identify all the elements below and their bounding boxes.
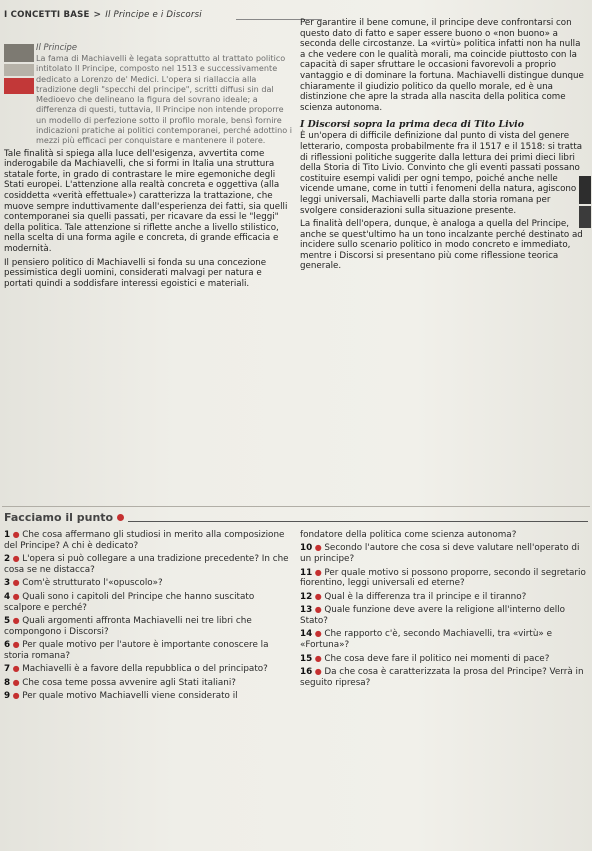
question-text: Che cosa deve fare il politico nei momenti di pace? xyxy=(324,653,550,664)
bullet-icon: ● xyxy=(10,578,23,588)
bullet-icon: ● xyxy=(312,543,325,553)
facciamo-header xyxy=(4,506,588,528)
questions-left xyxy=(4,530,292,705)
question-text: Che rapporto c'è, secondo Machiavelli, tra «virtù» e «Fortuna»? xyxy=(300,629,552,651)
question-number: 13 xyxy=(300,605,313,616)
question-text: Per quale motivo Machiavelli viene considerato il xyxy=(22,691,238,702)
question-item xyxy=(4,691,292,702)
question-number: 6 xyxy=(4,640,11,651)
question-item xyxy=(300,543,588,565)
question-item xyxy=(4,678,292,689)
question-item xyxy=(4,530,292,552)
question-text: Quali argomenti affronta Machiavelli nei tre libri che compongono i Discorsi? xyxy=(4,615,252,637)
question-text: Che cosa teme possa avvenire agli Stati italiani? xyxy=(22,677,236,688)
chevron-right-icon: > xyxy=(93,10,102,20)
question-text: Da che cosa è caratterizzata la prosa del Principe? Verrà in seguito ripresa? xyxy=(300,666,584,688)
page-edge-tab-2 xyxy=(579,206,591,228)
question-item xyxy=(300,629,588,651)
question-item xyxy=(300,530,588,541)
bullet-icon: ● xyxy=(10,591,23,601)
discorsi-text: È un'opera di difficile definizione dal punto di vista del genere letterario, composta probabilmente fra il 1517 e il 1518: si tratta di riflessioni politiche suggerite dalla lettura dei primi dieci libri della Storia di Tito Livio. Convinto che gli eventi passati possano costituire esempi validi per ogni tempo, poiché anche nelle vicende umane, come in tutti i fenomeni della natura, agiscono leggi universali, Machiavelli parte dalla storia romana per svolgere considerazioni sulla situazione presente. xyxy=(300,131,583,216)
bullet-icon: ● xyxy=(312,653,325,663)
facciamo-rule xyxy=(128,521,588,522)
question-text: Quali sono i capitoli del Principe che hanno suscitato scalpore e perché? xyxy=(4,591,255,613)
question-text: Qual è la differenza tra il principe e il tiranno? xyxy=(324,591,527,602)
bullet-icon: ● xyxy=(10,554,23,564)
bullet-icon: ● xyxy=(312,591,325,601)
question-item xyxy=(4,640,292,662)
left-paragraph-3: Il pensiero politico di Machiavelli si fonda su una concezione pessimistica degli uomini, considerati malvagi per natura e portati quindi a soddisfare interessi egoistici e materiali. xyxy=(4,257,267,289)
question-text: Secondo l'autore che cosa si deve valutare nell'operato di un principe? xyxy=(300,543,580,565)
question-item xyxy=(4,616,292,638)
left-paragraph-2: Tale finalità si spiega alla luce dell'esigenza, avvertita come inderogabile da Machiavelli, che si formi in Italia una struttura statale forte, in grado di contrastare le mire egemoniche degli Stati europei. L'attenzione alla realtà concreta e oggettiva (alla cosiddetta «verità effettuale») caratterizza la trattazione, che muove sempre induttivamente dall'esperienza dei fatti, sia quelli contemporanei sia quelli passati, per ricavare da essi le "leggi" della politica. Tale attenzione si riflette anche a livello stilistico, nella scelta di una forma agile e concreta, di grande efficacia e modernità. xyxy=(4,148,288,255)
question-text: Com'è strutturato l'«opuscolo»? xyxy=(22,578,163,589)
question-number: 12 xyxy=(300,591,313,602)
question-number: 4 xyxy=(4,591,11,602)
question-item xyxy=(300,605,588,627)
bullet-icon: ● xyxy=(10,640,23,650)
bullet-icon: ● xyxy=(312,666,325,676)
question-number: 2 xyxy=(4,554,11,565)
question-number: 1 xyxy=(4,530,11,540)
bullet-icon: ● xyxy=(312,605,325,615)
left-column xyxy=(4,42,292,289)
question-text: Machiavelli è a favore della repubblica o del principato? xyxy=(22,664,268,675)
discorsi-title: I Discorsi sopra la prima deca di Tito Livio xyxy=(300,119,524,131)
question-number: 5 xyxy=(4,615,11,626)
question-item xyxy=(4,592,292,614)
bullet-icon: ● xyxy=(10,664,23,674)
section-subtitle: Il Principe e i Discorsi xyxy=(105,10,202,20)
question-text: Che cosa affermano gli studiosi in merito alla composizione del Principe? A chi è dedicato? xyxy=(4,530,285,551)
bullet-icon: ● xyxy=(312,567,325,577)
question-item xyxy=(300,654,588,665)
bullet-icon: ● xyxy=(10,530,23,539)
question-number: 11 xyxy=(300,567,313,578)
question-item xyxy=(300,568,588,590)
right-paragraph-1: Per garantire il bene comune, il principe deve confrontarsi con questo dato di fatto e saper essere buono o «non buono» a seconda delle circostanze. La «virtù» politica infatti non ha nulla a che vedere con le qualità morali, ma coincide piuttosto con la capacità di saper sfruttare le occasioni favorevoli a proprio vantaggio e di dominare la fortuna. Machiavelli distingue dunque chiaramente il giudizio politico da quello morale, ed è una distinzione che apre la strada alla nascita della politica come scienza autonoma. xyxy=(300,18,584,113)
bullet-icon: ● xyxy=(10,615,23,625)
question-item xyxy=(4,554,292,576)
question-text: L'opera si può collegare a una tradizione precedente? In che cosa se ne distacca? xyxy=(4,554,289,575)
bullet-icon: ● xyxy=(10,691,23,701)
question-text: Quale funzione deve avere la religione all'interno dello Stato? xyxy=(300,605,566,626)
question-number: 7 xyxy=(4,664,11,675)
page-edge-tab xyxy=(579,176,591,204)
question-number: 14 xyxy=(300,629,313,640)
bullet-icon: ● xyxy=(312,629,325,639)
question-text: Per quale motivo per l'autore è importante conoscere la storia romana? xyxy=(4,640,269,661)
question-item xyxy=(300,667,588,689)
question-item xyxy=(300,592,588,603)
question-item xyxy=(4,664,292,675)
left-title: Il Principe xyxy=(36,42,77,52)
questions-right xyxy=(300,530,588,691)
red-dot-icon xyxy=(117,514,124,521)
question-number: 3 xyxy=(4,578,11,589)
facciamo-title: Facciamo il punto xyxy=(4,510,114,524)
right-column xyxy=(300,18,588,272)
right-paragraph-3: La finalità dell'opera, dunque, è analoga a quella del Principe, anche se quest'ultimo ha un tono incalzante perché destinato ad incidere sullo scenario politico in modo concreto e immediato, mentre i Discorsi si presentano più come riflessione teorica generale. xyxy=(300,219,583,272)
question-text: fondatore della politica come scienza autonoma? xyxy=(300,530,517,540)
question-item xyxy=(4,578,292,589)
question-number: 10 xyxy=(300,543,313,554)
question-number: 16 xyxy=(300,666,313,677)
question-number: 8 xyxy=(4,677,11,688)
question-text: Per quale motivo si possono proporre, secondo il segretario fiorentino, leggi universali ed eterne? xyxy=(300,567,586,589)
section-label: I CONCETTI BASE xyxy=(4,10,90,20)
left-intro: La fama di Machiavelli è legata soprattutto al trattato politico intitolato Il Principe, composto nel 1513 e successivamente dedicato a Lorenzo de' Medici. L'opera si riallaccia alla tradizione degli "specchi del principe", scritti diffusi sin dal Medioevo che delineano la figura del sovrano ideale; a differenza di questi, tuttavia, Il Principe non intende proporre un modello di perfezione sotto il profilo morale, bensì fornire indicazioni pratiche ai politici contemporanei, perché adottino i mezzi più efficaci per conquistare e mantenere il potere. xyxy=(36,53,293,146)
bullet-icon: ● xyxy=(10,677,23,687)
question-number: 15 xyxy=(300,653,313,664)
question-number: 9 xyxy=(4,691,11,702)
